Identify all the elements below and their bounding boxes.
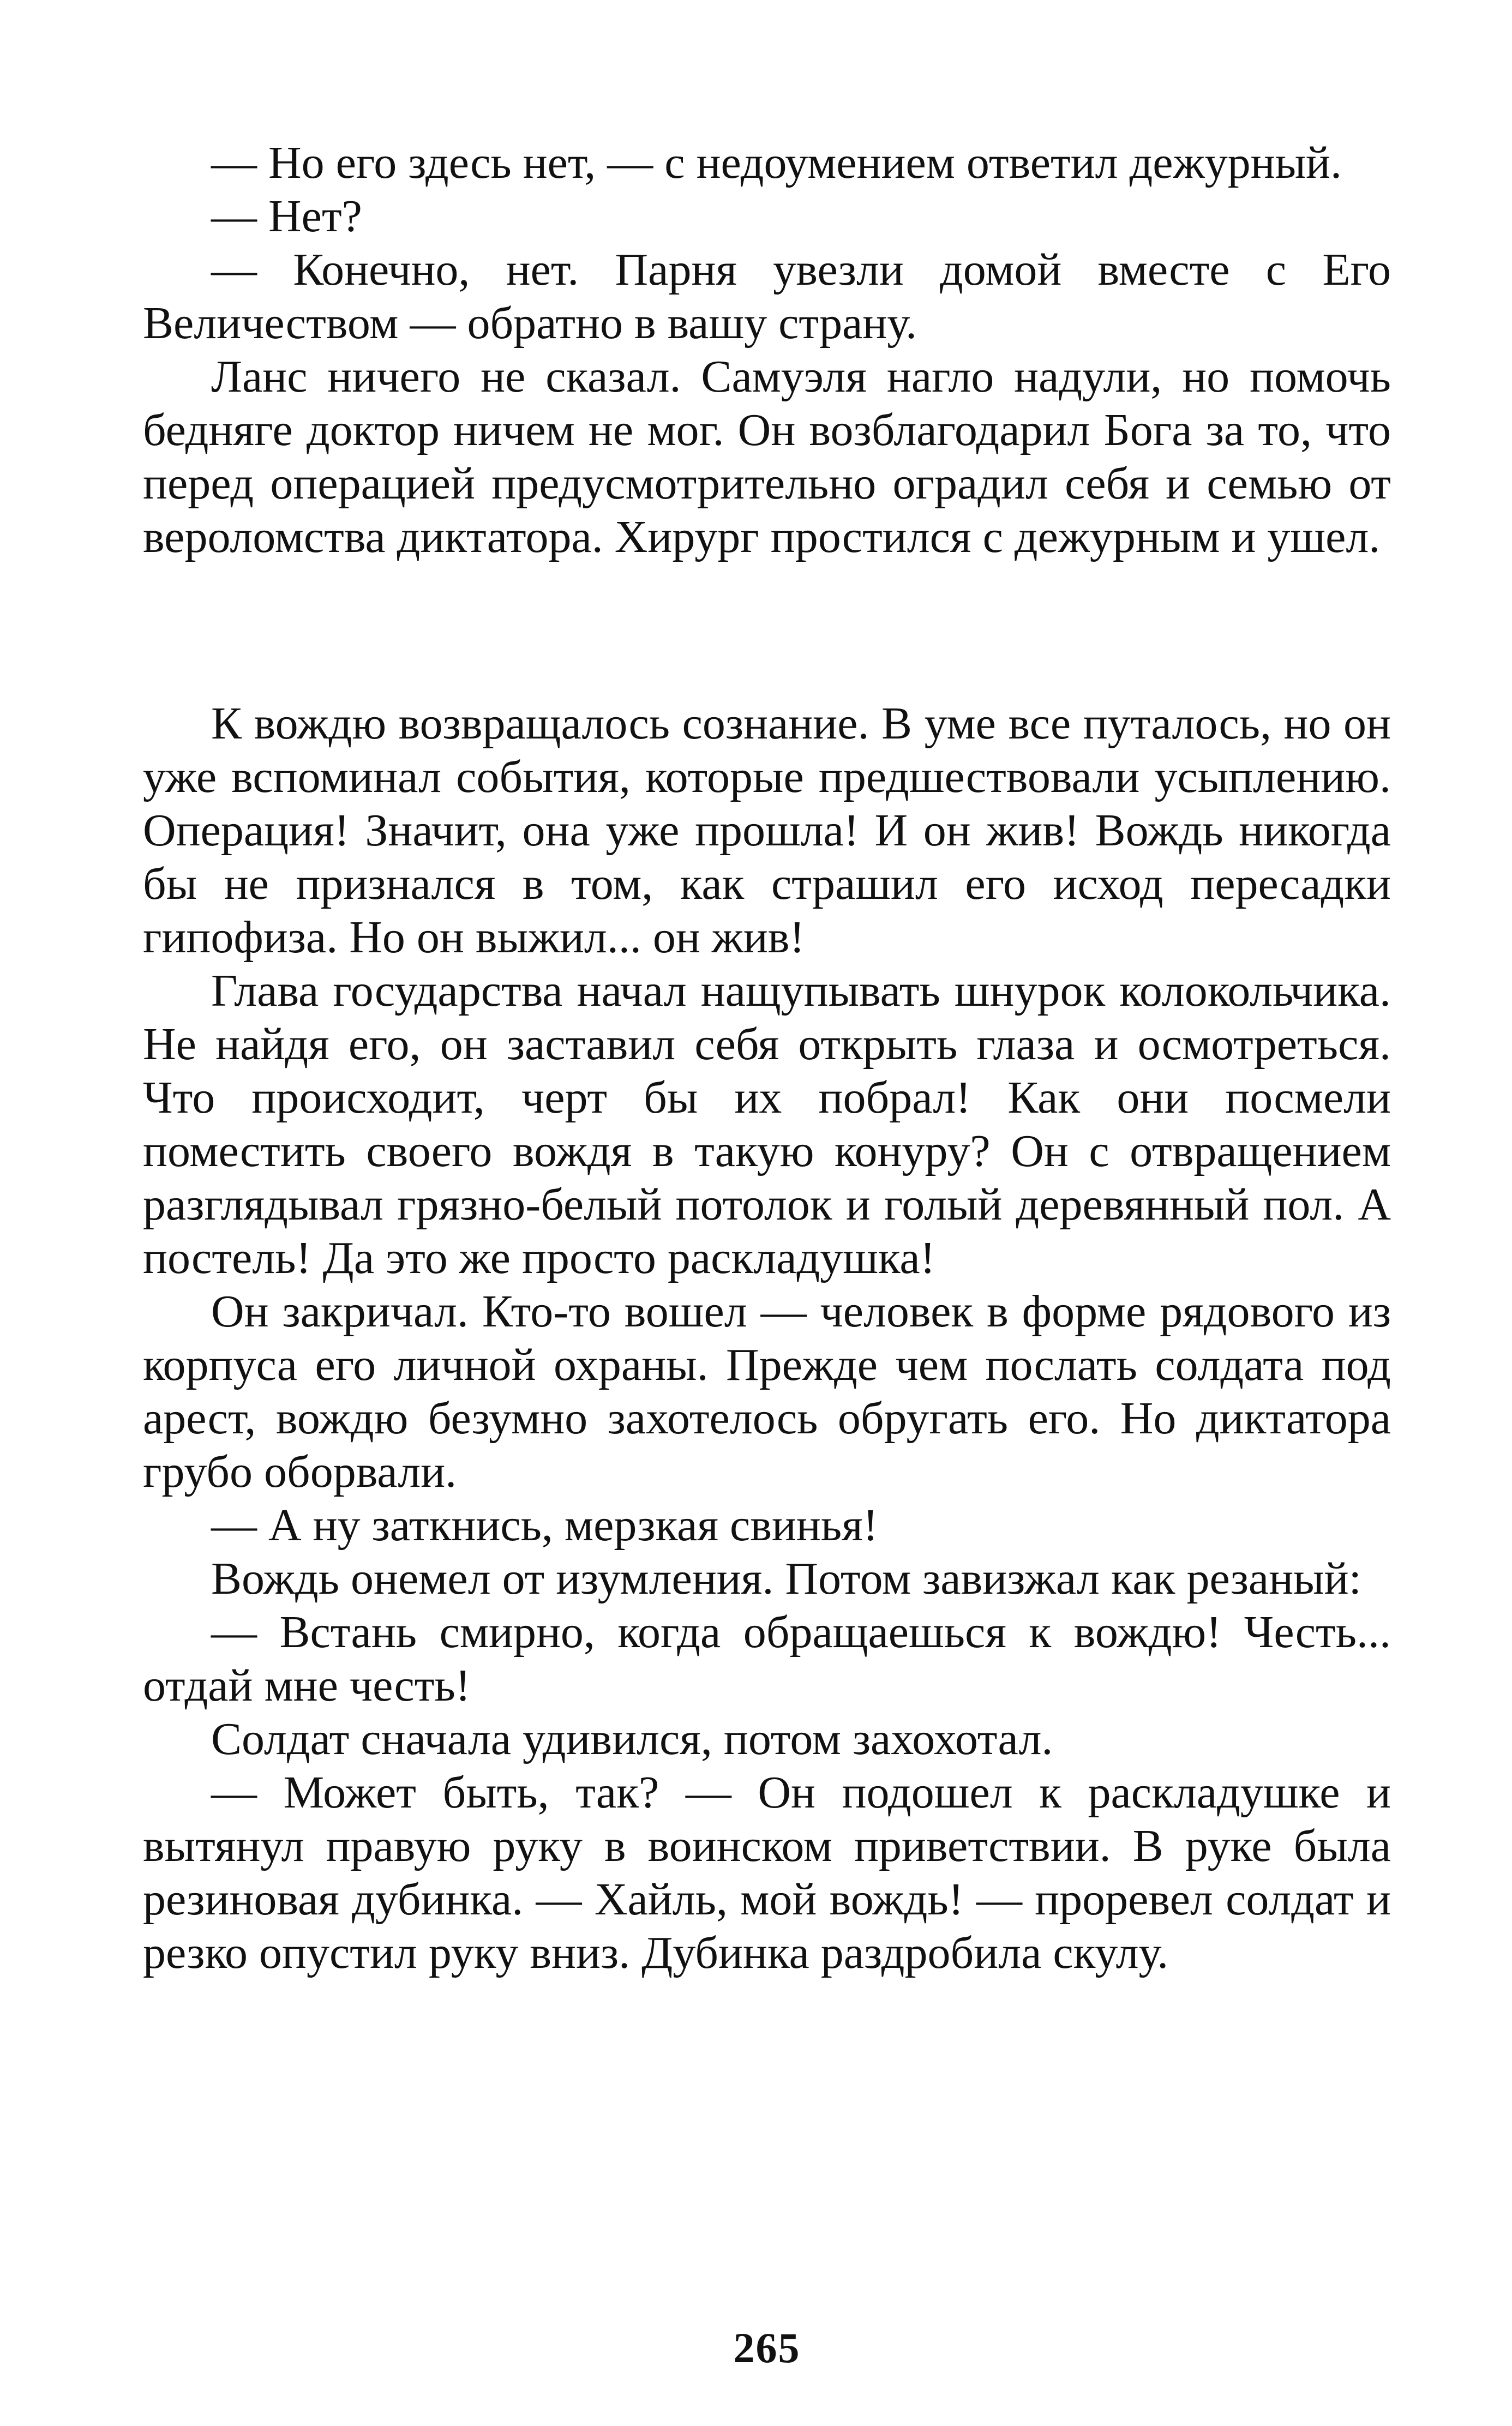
paragraph: — Конечно, нет. Парня увезли домой вместе с Его Величеством — обратно в вашу страну. (143, 244, 1391, 349)
text-section-2 (143, 697, 1391, 1980)
paragraph: — Может быть, так? — Он подошел к раскладушке и вытянул правую руку в воинском приветствии. В руке была резиновая дубинка. — Хайль, мой вождь! — проревел солдат и резко опустил руку вниз. Дубинка раздробила скулу. (143, 1767, 1391, 1978)
paragraph: Солдат сначала удивился, потом захохотал. (211, 1714, 1053, 1764)
paragraph: Вождь онемел от изумления. Потом завизжал как резаный: (211, 1553, 1361, 1604)
text-section-1 (143, 136, 1391, 564)
section-break (143, 564, 1391, 697)
paragraph: Глава государства начал нащупывать шнурок колокольчика. Не найдя его, он заставил себя открыть глаза и осмотреться. Что происходит, черт бы их побрал! Как они посмели поместить своего вождя в такую конуру? Он с отвращением разглядывал грязно-белый потолок и голый деревянный пол. А постель! Да это же просто раскладушка! (143, 965, 1391, 1283)
paragraph: — А ну заткнись, мерзкая свинья! (211, 1500, 878, 1551)
paragraph: Ланс ничего не сказал. Самуэля нагло надули, но помочь бедняге доктор ничем не мог. Он возблагодарил Бога за то, что перед операцией предусмотрительно оградил себя и семью от вероломства диктатора. Хирург простился с дежурным и ушел. (143, 351, 1391, 562)
paragraph: К вождю возвращалось сознание. В уме все путалось, но он уже вспоминал события, которые предшествовали усыплению. Операция! Значит, она уже прошла! И он жив! Вождь никогда бы не признался в том, как страшил его исход пересадки гипофиза. Но он выжил... он жив! (143, 698, 1391, 963)
page-number: 265 (733, 2324, 801, 2371)
paragraph: — Но его здесь нет, — с недоумением ответил дежурный. (211, 137, 1342, 188)
book-page (143, 136, 1391, 2373)
paragraph: Он закричал. Кто-то вошел — человек в форме рядового из корпуса его личной охраны. Прежде чем послать солдата под арест, вождю безумно захотелось обругать его. Но диктатора грубо оборвали. (143, 1286, 1391, 1497)
paragraph: — Нет? (211, 191, 362, 242)
paragraph: — Встань смирно, когда обращаешься к вождю! Честь... отдай мне честь! (143, 1607, 1391, 1711)
